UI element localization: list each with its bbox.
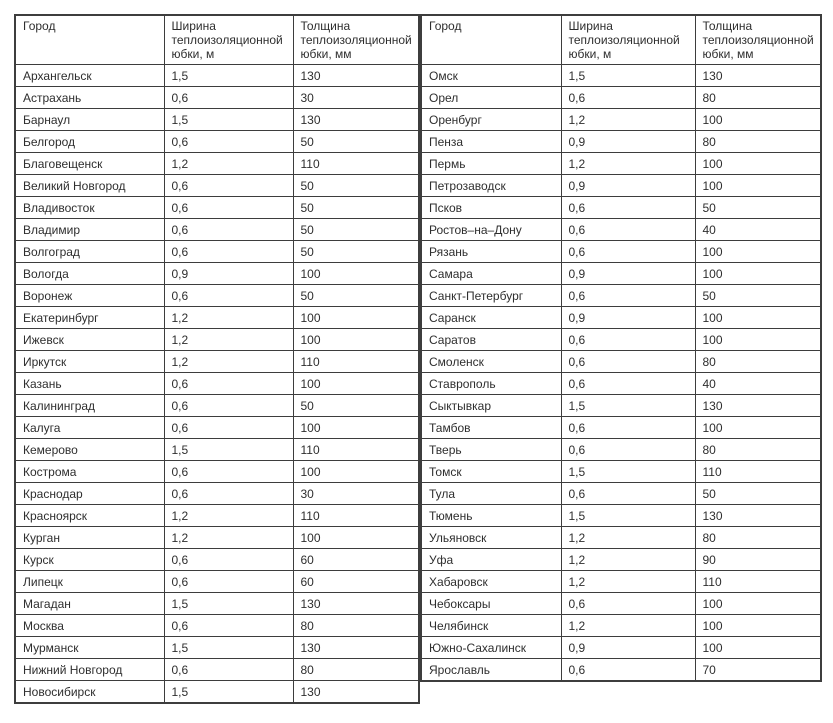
skirt-thickness-cell: 40: [695, 373, 821, 395]
skirt-thickness-cell: 100: [695, 109, 821, 131]
city-cell: Орел: [421, 87, 561, 109]
city-cell: Пенза: [421, 131, 561, 153]
column-header-skirt-width: Ширина теплоизоляционной юбки, м: [561, 15, 695, 65]
skirt-width-cell: 1,2: [561, 109, 695, 131]
skirt-thickness-cell: 100: [695, 615, 821, 637]
skirt-width-cell: 1,5: [164, 65, 293, 87]
skirt-thickness-cell: 30: [293, 87, 419, 109]
table-row: [15, 329, 419, 351]
table-row: [421, 197, 821, 219]
skirt-width-cell: 1,2: [561, 153, 695, 175]
skirt-width-cell: 0,6: [164, 241, 293, 263]
city-cell: Владимир: [15, 219, 164, 241]
table-row: [15, 87, 419, 109]
skirt-width-cell: 1,2: [164, 505, 293, 527]
table-row: [421, 439, 821, 461]
skirt-width-cell: 1,2: [164, 307, 293, 329]
skirt-thickness-cell: 90: [695, 549, 821, 571]
skirt-thickness-cell: 80: [695, 439, 821, 461]
table-row: [15, 439, 419, 461]
skirt-thickness-cell: 100: [293, 329, 419, 351]
table-row: [421, 395, 821, 417]
city-cell: Курск: [15, 549, 164, 571]
skirt-width-cell: 1,2: [164, 351, 293, 373]
table-row: [421, 527, 821, 549]
city-cell: Владивосток: [15, 197, 164, 219]
skirt-width-cell: 0,6: [164, 175, 293, 197]
city-cell: Нижний Новгород: [15, 659, 164, 681]
skirt-thickness-cell: 100: [695, 241, 821, 263]
skirt-thickness-cell: 50: [695, 285, 821, 307]
skirt-width-cell: 0,6: [561, 241, 695, 263]
city-cell: Тюмень: [421, 505, 561, 527]
city-cell: Вологда: [15, 263, 164, 285]
table-row: [15, 395, 419, 417]
skirt-width-cell: 1,5: [561, 461, 695, 483]
skirt-table-right: [420, 14, 822, 682]
skirt-thickness-cell: 60: [293, 571, 419, 593]
skirt-thickness-cell: 100: [293, 373, 419, 395]
skirt-thickness-cell: 110: [695, 461, 821, 483]
city-cell: Ростов–на–Дону: [421, 219, 561, 241]
skirt-thickness-cell: 110: [293, 439, 419, 461]
city-cell: Мурманск: [15, 637, 164, 659]
city-cell: Тула: [421, 483, 561, 505]
skirt-thickness-cell: 50: [293, 395, 419, 417]
table-row: [421, 373, 821, 395]
skirt-thickness-cell: 100: [293, 417, 419, 439]
skirt-width-cell: 1,5: [164, 681, 293, 703]
table-row: [421, 263, 821, 285]
skirt-width-cell: 0,6: [561, 285, 695, 307]
city-cell: Казань: [15, 373, 164, 395]
city-cell: Санкт-Петербург: [421, 285, 561, 307]
table-row: [15, 593, 419, 615]
skirt-thickness-cell: 100: [293, 527, 419, 549]
table-row: [421, 307, 821, 329]
skirt-thickness-cell: 80: [695, 351, 821, 373]
city-cell: Калуга: [15, 417, 164, 439]
skirt-width-cell: 0,9: [561, 131, 695, 153]
skirt-width-cell: 1,5: [561, 505, 695, 527]
skirt-thickness-cell: 130: [293, 65, 419, 87]
table-row: [15, 65, 419, 87]
city-cell: Краснодар: [15, 483, 164, 505]
skirt-thickness-cell: 50: [293, 175, 419, 197]
skirt-width-cell: 0,6: [164, 285, 293, 307]
city-cell: Великий Новгород: [15, 175, 164, 197]
table-row: [421, 65, 821, 87]
skirt-thickness-cell: 100: [293, 461, 419, 483]
skirt-thickness-cell: 100: [695, 153, 821, 175]
table-row: [421, 571, 821, 593]
skirt-width-cell: 0,6: [164, 87, 293, 109]
skirt-thickness-cell: 110: [293, 505, 419, 527]
skirt-width-cell: 0,9: [561, 307, 695, 329]
column-header-skirt-width: Ширина теплоизоляционной юбки, м: [164, 15, 293, 65]
table-row: [421, 417, 821, 439]
skirt-thickness-cell: 130: [293, 681, 419, 703]
skirt-width-cell: 1,5: [164, 109, 293, 131]
city-cell: Самара: [421, 263, 561, 285]
skirt-width-cell: 1,5: [164, 439, 293, 461]
skirt-thickness-cell: 80: [293, 615, 419, 637]
skirt-width-cell: 0,6: [164, 395, 293, 417]
skirt-width-cell: 0,6: [164, 417, 293, 439]
skirt-width-cell: 1,5: [561, 65, 695, 87]
table-row: [15, 241, 419, 263]
skirt-thickness-cell: 50: [293, 197, 419, 219]
city-cell: Смоленск: [421, 351, 561, 373]
city-cell: Петрозаводск: [421, 175, 561, 197]
table-header-right: [421, 15, 821, 65]
city-cell: Омск: [421, 65, 561, 87]
skirt-thickness-cell: 50: [695, 197, 821, 219]
skirt-thickness-cell: 40: [695, 219, 821, 241]
skirt-width-cell: 0,6: [164, 131, 293, 153]
skirt-thickness-cell: 60: [293, 549, 419, 571]
skirt-thickness-cell: 130: [293, 593, 419, 615]
city-cell: Магадан: [15, 593, 164, 615]
skirt-width-cell: 0,6: [164, 659, 293, 681]
skirt-thickness-cell: 80: [695, 87, 821, 109]
city-cell: Ульяновск: [421, 527, 561, 549]
skirt-width-cell: 0,9: [561, 175, 695, 197]
skirt-width-cell: 0,6: [164, 615, 293, 637]
skirt-width-cell: 1,2: [561, 527, 695, 549]
skirt-thickness-cell: 130: [293, 109, 419, 131]
table-row: [15, 571, 419, 593]
table-row: [15, 637, 419, 659]
skirt-width-cell: 0,6: [561, 373, 695, 395]
city-cell: Воронеж: [15, 285, 164, 307]
table-row: [421, 219, 821, 241]
skirt-thickness-cell: 50: [293, 219, 419, 241]
table-row: [15, 109, 419, 131]
city-cell: Тверь: [421, 439, 561, 461]
table-row: [421, 131, 821, 153]
table-row: [15, 307, 419, 329]
skirt-width-cell: 0,6: [164, 549, 293, 571]
skirt-thickness-cell: 100: [695, 263, 821, 285]
table-row: [421, 109, 821, 131]
skirt-width-cell: 0,9: [561, 637, 695, 659]
skirt-width-cell: 0,6: [561, 219, 695, 241]
table-row: [421, 285, 821, 307]
skirt-thickness-cell: 50: [293, 131, 419, 153]
city-cell: Кемерово: [15, 439, 164, 461]
table-row: [421, 505, 821, 527]
city-cell: Пермь: [421, 153, 561, 175]
city-cell: Уфа: [421, 549, 561, 571]
table-row: [421, 153, 821, 175]
skirt-width-cell: 0,6: [164, 571, 293, 593]
skirt-width-cell: 1,2: [164, 329, 293, 351]
table-row: [15, 527, 419, 549]
skirt-width-cell: 1,5: [164, 593, 293, 615]
table-row: [15, 483, 419, 505]
table-row: [15, 197, 419, 219]
city-cell: Екатеринбург: [15, 307, 164, 329]
header-row: [421, 15, 821, 65]
skirt-width-cell: 0,6: [164, 219, 293, 241]
table-row: [15, 285, 419, 307]
city-cell: Кострома: [15, 461, 164, 483]
skirt-thickness-cell: 100: [695, 329, 821, 351]
column-header-skirt-thickness: Толщина теплоизоляционной юбки, мм: [695, 15, 821, 65]
skirt-thickness-cell: 100: [293, 307, 419, 329]
table-row: [15, 373, 419, 395]
skirt-width-cell: 0,9: [561, 263, 695, 285]
city-cell: Благовещенск: [15, 153, 164, 175]
table-row: [15, 615, 419, 637]
skirt-thickness-cell: 130: [695, 65, 821, 87]
city-cell: Хабаровск: [421, 571, 561, 593]
table-row: [15, 351, 419, 373]
city-cell: Ижевск: [15, 329, 164, 351]
skirt-width-cell: 0,6: [561, 593, 695, 615]
city-cell: Ярославль: [421, 659, 561, 681]
skirt-thickness-cell: 130: [695, 395, 821, 417]
skirt-thickness-cell: 110: [293, 153, 419, 175]
skirt-thickness-cell: 100: [695, 593, 821, 615]
table-row: [421, 175, 821, 197]
skirt-width-cell: 0,6: [561, 351, 695, 373]
table-row: [15, 219, 419, 241]
skirt-width-cell: 0,6: [561, 329, 695, 351]
table-row: [421, 329, 821, 351]
city-cell: Тамбов: [421, 417, 561, 439]
skirt-width-cell: 0,6: [164, 483, 293, 505]
city-cell: Саратов: [421, 329, 561, 351]
skirt-width-cell: 0,6: [561, 439, 695, 461]
table-body-right: [421, 65, 821, 681]
city-cell: Волгоград: [15, 241, 164, 263]
city-cell: Иркутск: [15, 351, 164, 373]
city-cell: Курган: [15, 527, 164, 549]
city-cell: Москва: [15, 615, 164, 637]
table-row: [15, 659, 419, 681]
table-row: [421, 87, 821, 109]
skirt-thickness-cell: 70: [695, 659, 821, 681]
city-cell: Оренбург: [421, 109, 561, 131]
skirt-width-cell: 0,9: [164, 263, 293, 285]
city-cell: Белгород: [15, 131, 164, 153]
table-body-left: [15, 65, 419, 703]
table-row: [15, 153, 419, 175]
city-cell: Томск: [421, 461, 561, 483]
skirt-width-cell: 0,6: [164, 373, 293, 395]
city-cell: Челябинск: [421, 615, 561, 637]
column-header-city: Город: [15, 15, 164, 65]
table-row: [15, 263, 419, 285]
skirt-thickness-cell: 80: [695, 527, 821, 549]
skirt-thickness-cell: 100: [695, 175, 821, 197]
skirt-thickness-cell: 100: [695, 417, 821, 439]
city-cell: Саранск: [421, 307, 561, 329]
city-cell: Новосибирск: [15, 681, 164, 703]
skirt-width-cell: 1,2: [164, 527, 293, 549]
city-cell: Рязань: [421, 241, 561, 263]
city-cell: Липецк: [15, 571, 164, 593]
skirt-thickness-cell: 110: [293, 351, 419, 373]
skirt-thickness-cell: 100: [695, 307, 821, 329]
skirt-thickness-cell: 100: [293, 263, 419, 285]
header-row: [15, 15, 419, 65]
table-row: [421, 241, 821, 263]
skirt-thickness-cell: 50: [293, 285, 419, 307]
table-row: [421, 615, 821, 637]
skirt-width-cell: 0,6: [561, 197, 695, 219]
skirt-thickness-cell: 30: [293, 483, 419, 505]
city-cell: Архангельск: [15, 65, 164, 87]
table-row: [421, 483, 821, 505]
table-row: [15, 461, 419, 483]
table-row: [15, 505, 419, 527]
skirt-thickness-cell: 130: [695, 505, 821, 527]
table-row: [421, 461, 821, 483]
city-cell: Южно-Сахалинск: [421, 637, 561, 659]
skirt-width-cell: 1,2: [561, 549, 695, 571]
skirt-thickness-cell: 110: [695, 571, 821, 593]
column-header-city: Город: [421, 15, 561, 65]
column-header-skirt-thickness: Толщина теплоизоляционной юбки, мм: [293, 15, 419, 65]
table-row: [421, 593, 821, 615]
table-row: [15, 417, 419, 439]
skirt-thickness-cell: 50: [293, 241, 419, 263]
skirt-thickness-cell: 130: [293, 637, 419, 659]
city-cell: Астрахань: [15, 87, 164, 109]
skirt-thickness-cell: 80: [293, 659, 419, 681]
table-row: [15, 549, 419, 571]
table-row: [421, 637, 821, 659]
city-cell: Сыктывкар: [421, 395, 561, 417]
city-cell: Чебоксары: [421, 593, 561, 615]
skirt-table-left: [14, 14, 420, 704]
city-cell: Барнаул: [15, 109, 164, 131]
skirt-thickness-cell: 100: [695, 637, 821, 659]
skirt-width-cell: 1,2: [164, 153, 293, 175]
table-row: [15, 681, 419, 703]
table-header-left: [15, 15, 419, 65]
skirt-width-cell: 1,5: [164, 637, 293, 659]
skirt-width-cell: 0,6: [164, 197, 293, 219]
skirt-width-cell: 0,6: [561, 483, 695, 505]
skirt-thickness-cell: 80: [695, 131, 821, 153]
city-cell: Псков: [421, 197, 561, 219]
table-row: [421, 659, 821, 681]
table-row: [15, 131, 419, 153]
city-cell: Ставрополь: [421, 373, 561, 395]
skirt-width-cell: 0,6: [561, 87, 695, 109]
city-cell: Красноярск: [15, 505, 164, 527]
skirt-width-cell: 1,5: [561, 395, 695, 417]
city-cell: Калининград: [15, 395, 164, 417]
skirt-thickness-cell: 50: [695, 483, 821, 505]
table-row: [421, 549, 821, 571]
table-row: [15, 175, 419, 197]
skirt-width-cell: 0,6: [561, 659, 695, 681]
table-row: [421, 351, 821, 373]
skirt-width-cell: 0,6: [164, 461, 293, 483]
skirt-width-cell: 1,2: [561, 615, 695, 637]
skirt-width-cell: 0,6: [561, 417, 695, 439]
skirt-width-cell: 1,2: [561, 571, 695, 593]
